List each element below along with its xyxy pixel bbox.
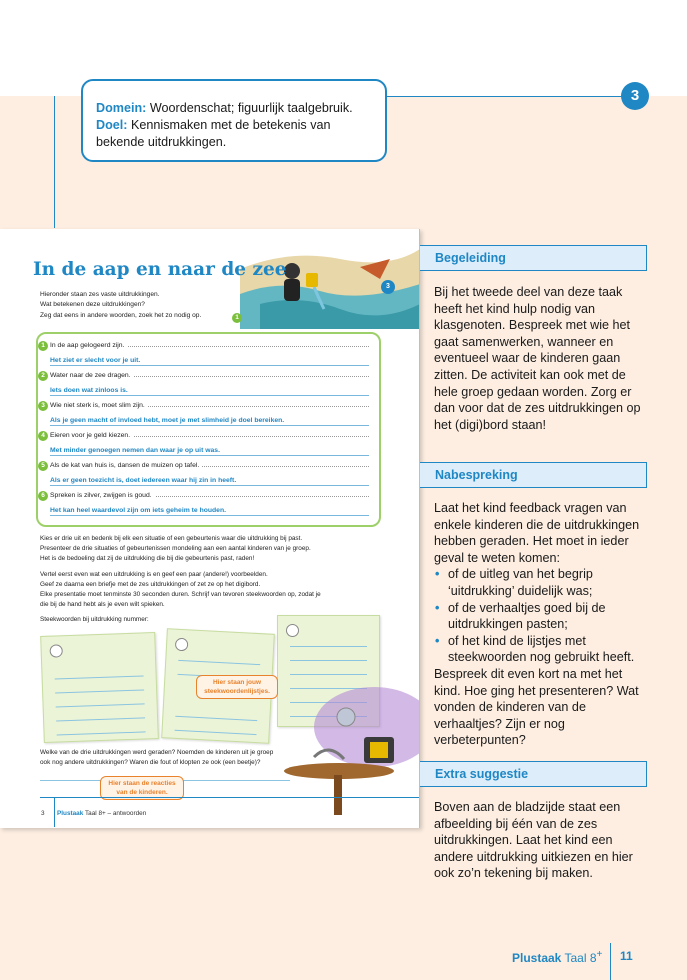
- instruction-paragraph: Kies er drie uit en bedenk bij elk een situatie of een gebeurtenis waar die uitdrukking bij past. Presenteer de drie situaties of gebeurtenissen mondeling aan een aantal kinderen van je groep. Het is de bedoeling dat zij de uitdrukking die bij die gebeurtenis past, raden!: [40, 535, 311, 562]
- exercise-answer: Iets doen wat zinloos is.: [50, 387, 369, 394]
- exercise-expression: 5 Als de kat van huis is, dansen de muizen op tafel.: [50, 462, 369, 469]
- annotation-reactions: Hier staan de reacties van de kinderen.: [100, 776, 184, 800]
- domain-label: Domein:: [96, 101, 147, 115]
- exercise-expression: 1 In de aap gelogeerd zijn.: [50, 342, 369, 349]
- nabespreking-intro: Laat het kind feedback vragen van enkele kinderen die de uitdrukkingen hebben geraden. Het moet in ieder geval te weten komen:: [434, 501, 640, 565]
- goal-text: Kennismaken met de betekenis van bekende uitdrukkingen.: [96, 118, 331, 149]
- instruction-paragraph: Vertel eerst even wat een uitdrukking is en geef een paar (andere!) voorbeelden. Geef ze daarna een briefje met de zes uitdrukkingen of zet ze op het digibord. Elke presentatie moet tenminste 30 seconden duren. Schrijf van tevoren steekwoorden op, zodat je die bij de hand hebt als je even wilt spieken.: [40, 571, 321, 608]
- list-item: • of de verhaaltjes goed bij de uitdrukkingen pasten;: [434, 600, 644, 633]
- domain-text: Woordenschat; figuurlijk taalgebruik.: [149, 101, 353, 115]
- list-item: • of het kind de lijstjes met steekwoorden nog gebruikt heeft.: [434, 633, 644, 666]
- task-number-badge: 3: [621, 82, 649, 110]
- nabespreking-list: [434, 566, 644, 666]
- header-rule: [386, 96, 631, 97]
- page-number: 11: [620, 949, 633, 963]
- exercise-answer: Als je geen macht of invloed hebt, moet je met slimheid je doel bereiken.: [50, 417, 369, 424]
- exercise-answer: Het kan heel waardevol zijn om iets geheim te houden.: [50, 507, 369, 514]
- section-text-nabespreking: [434, 500, 644, 749]
- exercise-number-dot: 1: [38, 341, 48, 351]
- nabespreking-outro: Bespreek dit even kort na met het kind. Hoe ging het presenteren? Wat vonden de kinderen van de verhaaltjes? Zijn er nog verbeterpunten?: [434, 666, 639, 748]
- exercise-number-dot: 6: [38, 491, 48, 501]
- domain-goal-box: [81, 79, 387, 162]
- exercise-number-dot: 3: [38, 401, 48, 411]
- section-heading-begeleiding: Begeleiding: [420, 245, 647, 271]
- exercise-number-dot: 2: [38, 371, 48, 381]
- list-item: • of de uitleg van het begrip ‘uitdrukking’ duidelijk was;: [434, 566, 644, 599]
- page-footer: [512, 949, 602, 965]
- section-text-extra-suggestie: Boven aan de bladzijde staat een afbeelding bij één van de zes uitdrukkingen. Laat het kind een andere uitdrukking uitkiezen en hier ook zo’n tekening bij maken.: [434, 800, 633, 881]
- intro-line: Wat betekenen deze uitdrukkingen?: [40, 301, 145, 309]
- student-page-title: In de aap en naar de zee: [33, 259, 287, 280]
- exercise-expression: 3 Wie niet sterk is, moet slim zijn.: [50, 402, 369, 409]
- exercise-number-dot: 4: [38, 431, 48, 441]
- goal-label: Doel:: [96, 118, 128, 132]
- keywords-label: Steekwoorden bij uitdrukking nummer:: [40, 616, 149, 623]
- footer-brand: Plustaak: [512, 951, 562, 965]
- student-footer-rule: [40, 797, 420, 798]
- intro-line: Zeg dat eens in andere woorden, zoek het zo nodig op.: [40, 311, 202, 319]
- keyword-note: [40, 632, 159, 743]
- footer-subtitle: Taal 8: [564, 951, 597, 965]
- exercise-answer: Het ziet er slecht voor je uit.: [50, 357, 369, 364]
- exercise-number-dot: 5: [38, 461, 48, 471]
- margin-line: [54, 96, 55, 228]
- section-heading-extra-suggestie: Extra suggestie: [420, 761, 647, 787]
- exercise-box: [36, 332, 381, 527]
- student-task-badge: 3: [381, 280, 395, 294]
- student-footer: 3 Plustaak Taal 8+ – antwoorden: [41, 810, 147, 817]
- annotation-lists: Hier staan jouw steekwoordenlijstjes.: [196, 675, 278, 699]
- exercise-answer: Als er geen toezicht is, doet iedereen waar hij zin in heeft.: [50, 477, 369, 484]
- section-heading-nabespreking: Nabespreking: [420, 462, 647, 488]
- intro-line: Hieronder staan zes vaste uitdrukkingen.: [40, 291, 160, 298]
- exercise-answer: Met minder genoegen nemen dan waar je op uit was.: [50, 447, 369, 454]
- exercise-expression: 4 Eieren voor je geld kiezen.: [50, 432, 369, 439]
- intro-number-dot: 1: [232, 313, 242, 323]
- student-intro: [40, 290, 260, 321]
- exercise-expression: 6 Spreken is zilver, zwijgen is goud.: [50, 492, 369, 499]
- reflection-question: Welke van de drie uitdrukkingen werd geraden? Noemden de kinderen uit je groep ook nog andere uitdrukkingen? Waren die fout of klopten ze ook (een beetje)?: [40, 749, 274, 766]
- exercise-expression: 2 Water naar de zee dragen.: [50, 372, 369, 379]
- student-page-thumbnail: [0, 229, 420, 828]
- section-text-begeleiding: Bij het tweede deel van deze taak heeft het kind hulp nodig van klasgenoten. Bespreek met wie het gaat samenwerken, wanneer en eventueel waar de kinderen gaan zitten. De activiteit kan ook met de hele groep gedaan worden. Zorg er dan voor dat de zes uitdrukkingen op het (digi)bord staan!: [434, 285, 641, 432]
- footer-divider: [610, 943, 611, 980]
- footer-sup: +: [596, 949, 603, 960]
